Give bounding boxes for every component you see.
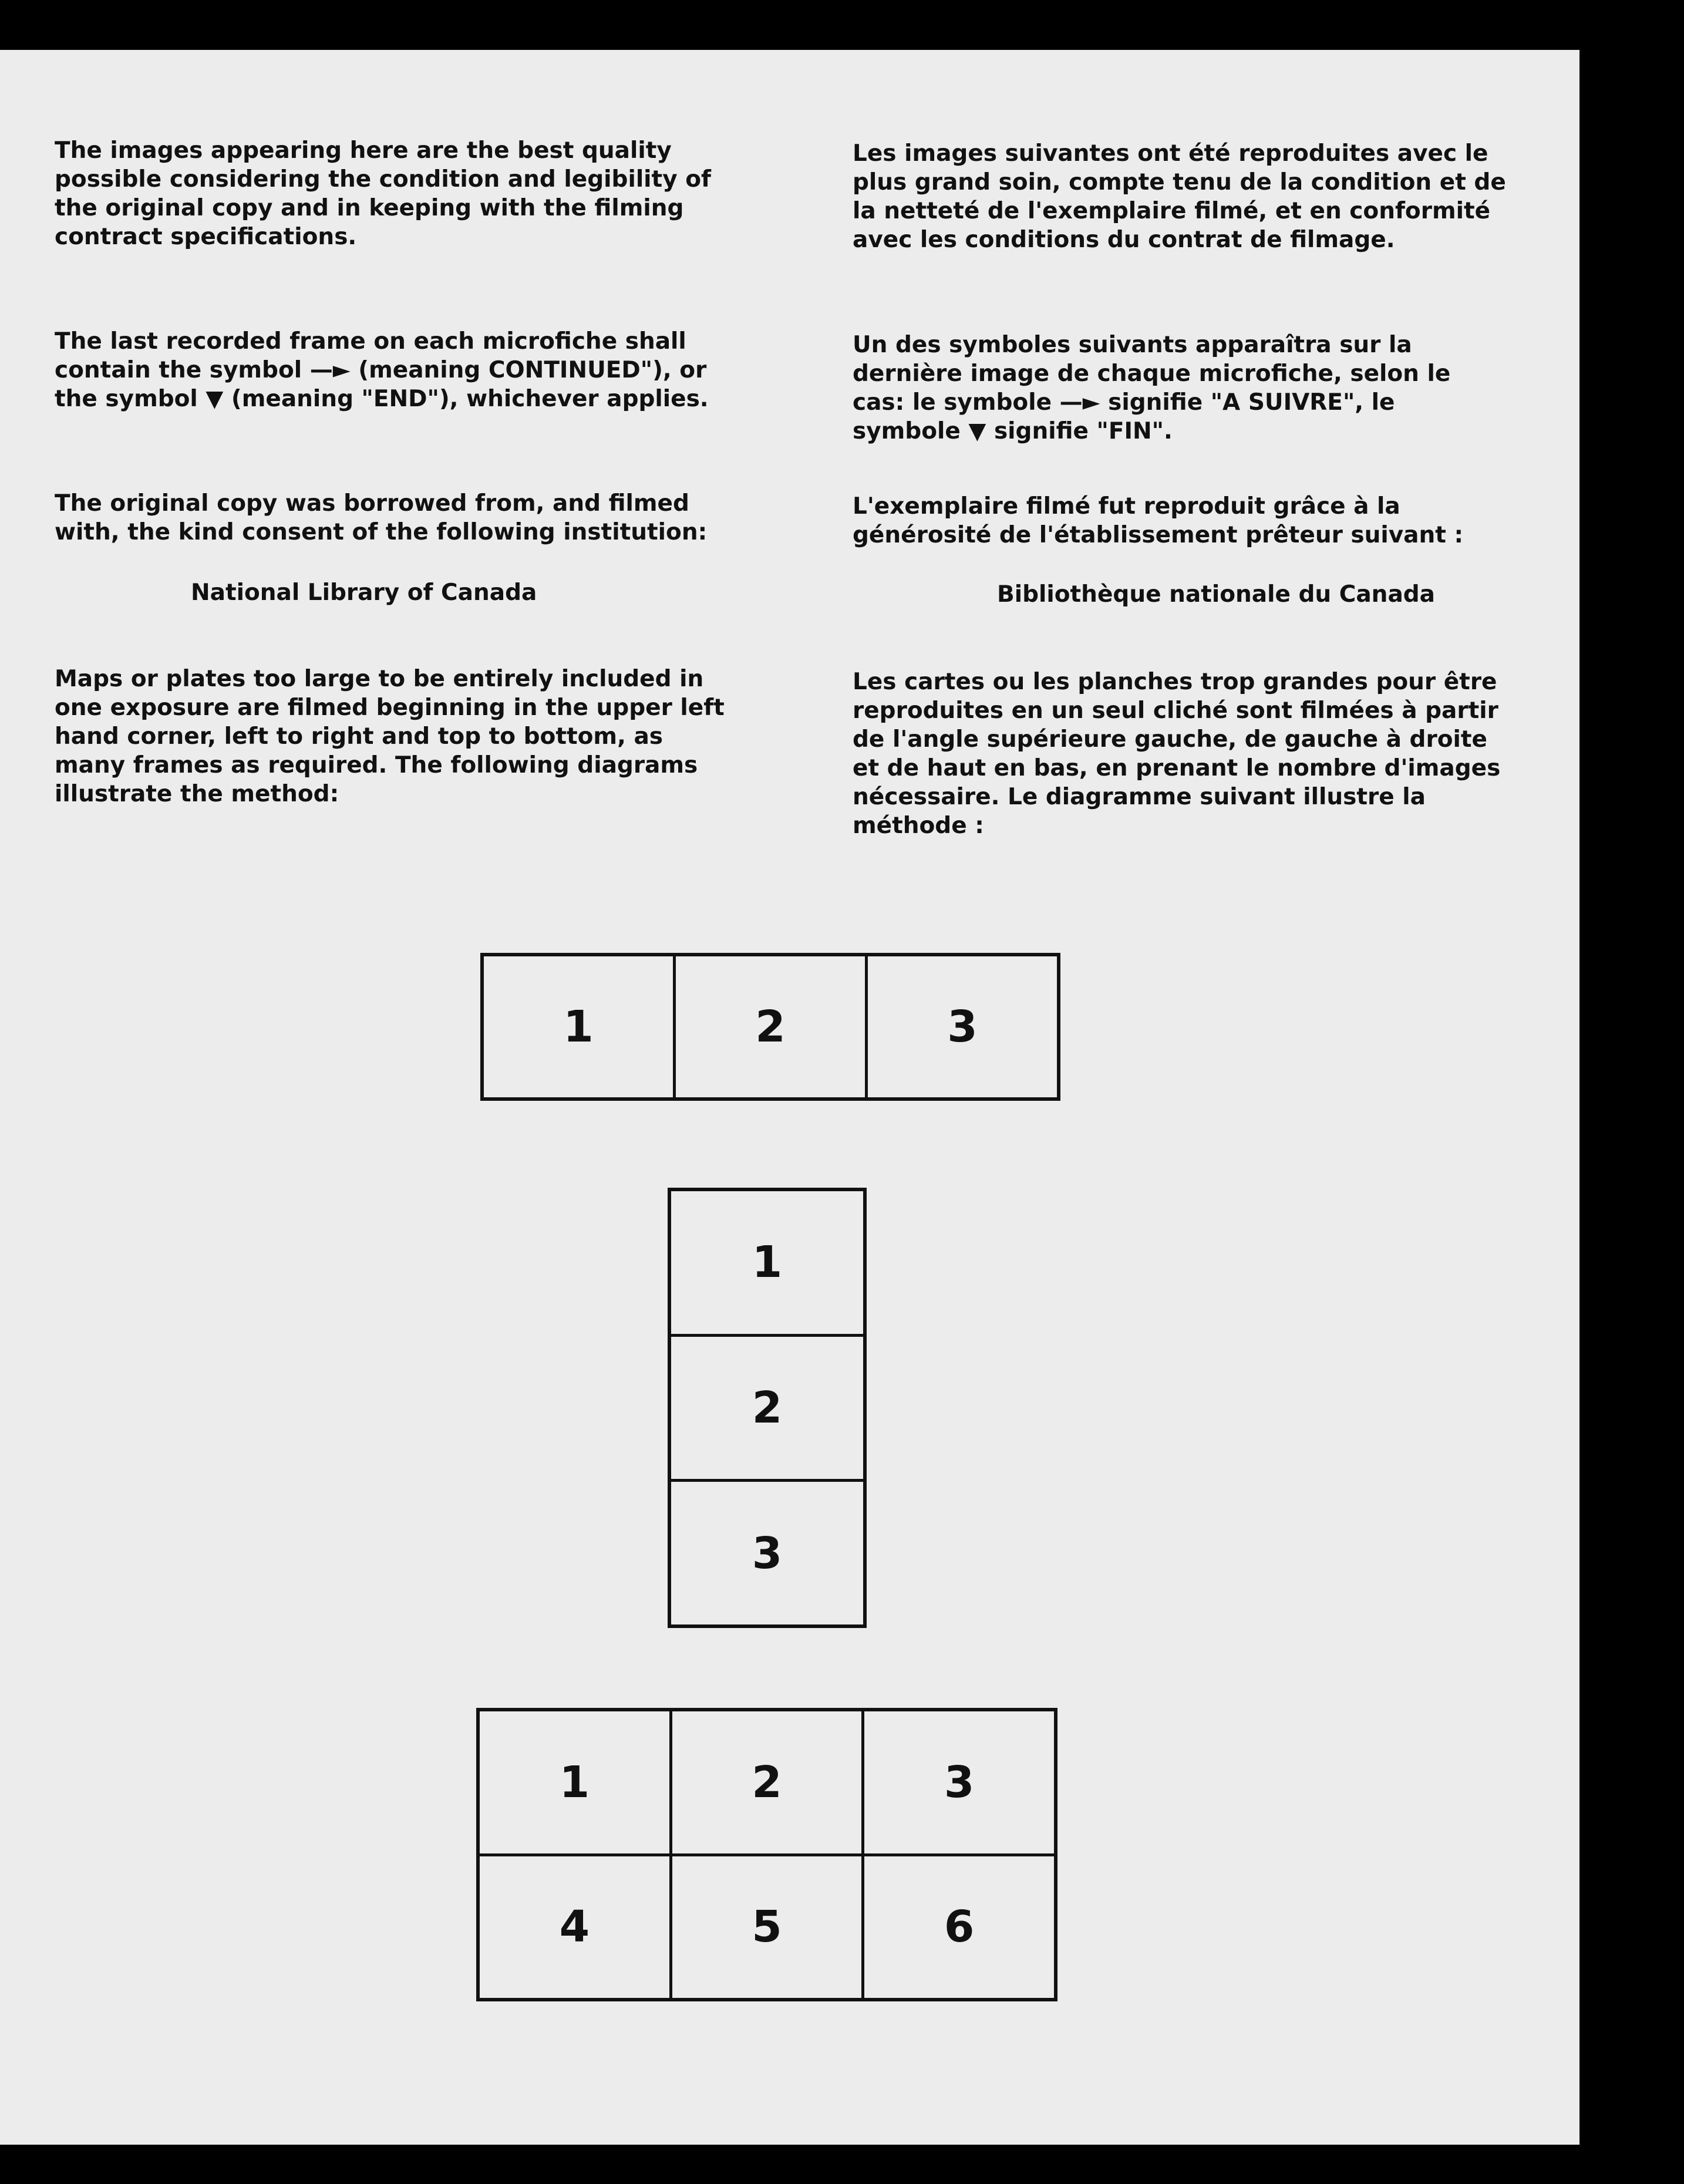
frame-cell: 1	[484, 956, 673, 1097]
frame-cell: 3	[864, 1711, 1054, 1853]
frame-cell: 3	[671, 1482, 863, 1624]
quality-notice-fr: Les images suivantes ont été reproduites avec le plus grand soin, compte tenu de la condition et de la netteté de l'exemplaire filmé, et en conformité avec les conditions du contrat de filmage.	[853, 140, 1506, 253]
maps-notice-en: Maps or plates too large to be entirely included in one exposure are filmed beginning in the upper left hand corner, left to right and top to bottom, as many frames as required. The following diagrams illustrate the method:	[55, 666, 725, 807]
frame-cell: 2	[676, 956, 865, 1097]
institution-name-fr: Bibliothèque nationale du Canada	[997, 581, 1435, 608]
symbol-notice-fr: Un des symboles suivants apparaîtra sur la dernière image de chaque microfiche, selon le cas: le symbole —► signifie "A SUIVRE", le symbole ▼ signifie "FIN".	[853, 332, 1451, 444]
quality-notice-en: The images appearing here are the best quality possible considering the condition and legibility of the original copy and in keeping with the filming contract specifications.	[55, 137, 711, 250]
maps-notice-fr: Les cartes ou les planches trop grandes pour être reproduites en un seul cliché sont filmées à partir de l'angle supérieure gauche, de gauche à droite et de haut en bas, en prenant le nombre d'images nécessaire. Le diagramme suivant illustre la méthode :	[853, 669, 1501, 839]
microfiche-notice-page	[0, 50, 1579, 2145]
frame-cell: 3	[868, 956, 1057, 1097]
frame-cell: 2	[672, 1711, 862, 1853]
symbol-notice-en: The last recorded frame on each microfiche shall contain the symbol —► (meaning CONTINUED"), or the symbol ▼ (meaning "END"), whichever applies.	[55, 328, 709, 412]
frame-cell: 2	[671, 1337, 863, 1479]
column-diagram	[668, 1188, 867, 1628]
row-diagram	[480, 953, 1060, 1101]
frame-cell: 1	[480, 1711, 669, 1853]
frame-cell: 5	[672, 1856, 862, 1998]
source-notice-fr: L'exemplaire filmé fut reproduit grâce à la générosité de l'établissement prêteur suivant :	[853, 493, 1464, 548]
frame-cell: 1	[671, 1191, 863, 1334]
source-notice-en: The original copy was borrowed from, and filmed with, the kind consent of the following institution:	[55, 490, 708, 545]
institution-name-en: National Library of Canada	[191, 579, 537, 606]
frame-cell: 6	[864, 1856, 1054, 1998]
grid-diagram	[476, 1708, 1057, 2001]
frame-cell: 4	[480, 1856, 669, 1998]
